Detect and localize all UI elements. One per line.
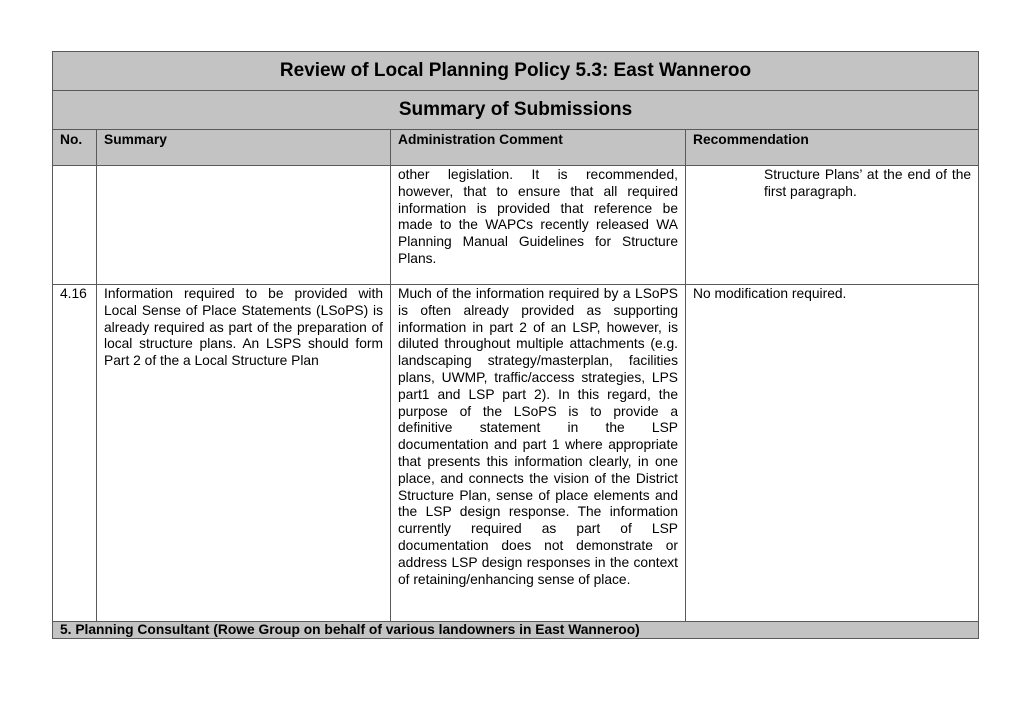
row-admin-comment: Much of the information required by a LSoPS is often already provided as supporting information in part 2 of an LSP, however, is diluted throughout multiple attachments (e.g. landscaping strategy/masterplan, facilities plans, UWMP, traffic/access strategies, LPS part1 and LSP part 2). In this regard, the purpose of the LSoPS is to provide a definitive statement in the LSP documentation and part 1 where appropriate that presents this information clearly, in one place, and connects the vision of the District Structure Plan, sense of place elements and the LSP design response. The information currently required as part of LSP documentation does not demonstrate or address LSP design responses in the context of retaining/enhancing sense of place. (391, 285, 686, 622)
row-recommendation: Structure Plans’ at the end of the first paragraph. (686, 166, 979, 285)
column-header-no: No. (53, 130, 97, 166)
title-row (53, 52, 979, 91)
document-title: Review of Local Planning Policy 5.3: East Wanneroo (53, 52, 979, 91)
table-row (53, 166, 979, 285)
row-summary: Information required to be provided with Local Sense of Place Statements (LSoPS) is already required as part of the preparation of local structure plans. An LSPS should form Part 2 of the a Local Structure Plan (97, 285, 391, 622)
document-subtitle: Summary of Submissions (53, 91, 979, 130)
row-recommendation: No modification required. (686, 285, 979, 622)
row-number: 4.16 (53, 285, 97, 622)
row-summary (97, 166, 391, 285)
section-heading-row (53, 622, 979, 639)
section-heading: 5. Planning Consultant (Rowe Group on behalf of various landowners in East Wanneroo) (53, 622, 979, 639)
column-header-recommendation: Recommendation (686, 130, 979, 166)
column-header-admin-comment: Administration Comment (391, 130, 686, 166)
row-number (53, 166, 97, 285)
submissions-table (52, 51, 979, 639)
table-row (53, 285, 979, 622)
row-admin-comment: other legislation. It is recommended, however, that to ensure that all required information is provided that reference be made to the WAPCs recently released WA Planning Manual Guidelines for Structure Plans. (391, 166, 686, 285)
column-header-summary: Summary (97, 130, 391, 166)
subtitle-row (53, 91, 979, 130)
header-row (53, 130, 979, 166)
